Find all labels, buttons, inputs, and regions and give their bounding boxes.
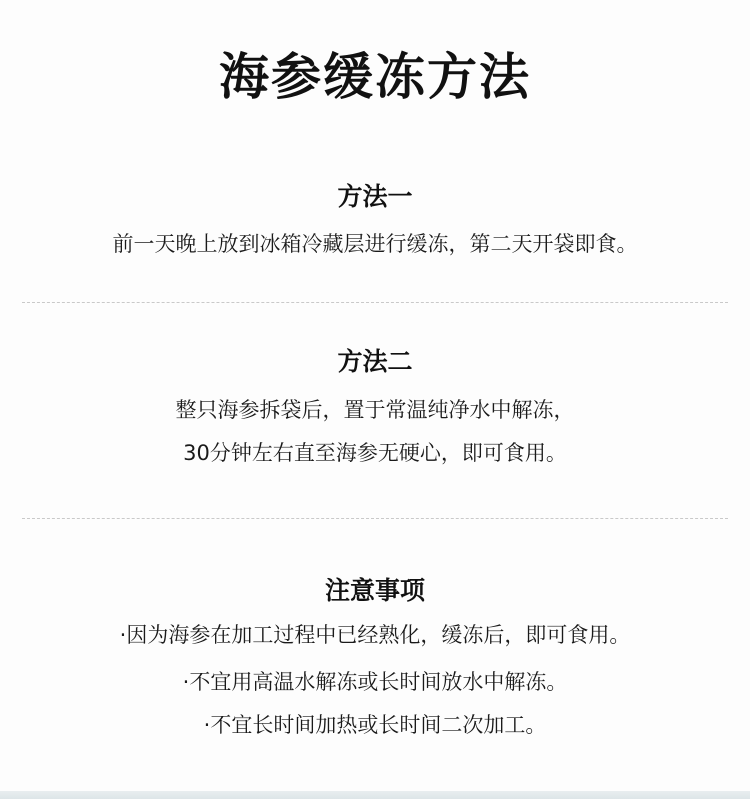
method2-line-1: 整只海参拆袋后，置于常温纯净水中解冻， [175,398,575,422]
note-item-1: ·因为海参在加工过程中已经熟化，缓冻后，即可食用。 [119,623,631,647]
note-item-3: ·不宜长时间加热或长时间二次加工。 [203,713,547,737]
method2-line-2: 30分钟左右直至海参无硬心，即可食用。 [183,441,567,465]
method2-heading: 方法二 [337,347,413,376]
method1-text: 前一天晚上放到冰箱冷藏层进行缓冻，第二天开袋即食。 [112,232,638,256]
bottom-bar [0,791,750,799]
note-item-2: ·不宜用高温水解冻或长时间放水中解冻。 [182,670,568,694]
divider-2 [22,518,728,519]
page-title: 海参缓冻方法 [219,48,531,106]
method1-heading: 方法一 [337,182,413,211]
notes-heading: 注意事项 [324,576,425,605]
divider-1 [22,302,728,303]
